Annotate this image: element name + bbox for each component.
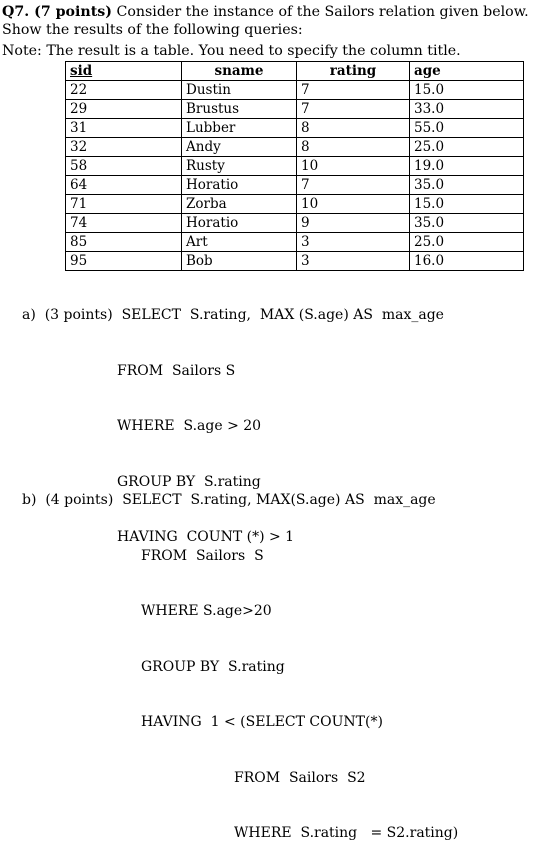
table-cell-age: 19.0 <box>410 157 524 176</box>
table-cell-sname: Dustin <box>182 81 297 100</box>
table-row <box>66 214 524 233</box>
table-row <box>66 252 524 271</box>
header-rating: rating <box>297 62 410 81</box>
part-b-line: FROM Sailors S <box>141 547 264 564</box>
part-b <box>22 454 458 861</box>
table-header-row <box>66 62 524 81</box>
table-row <box>66 195 524 214</box>
table-row <box>66 119 524 138</box>
part-b-line: WHERE S.age>20 <box>141 603 272 619</box>
table-cell-age: 25.0 <box>410 138 524 157</box>
table-cell-sname: Horatio <box>182 176 297 195</box>
part-b-line: FROM Sailors S2 <box>234 769 366 786</box>
table-cell-sid: 22 <box>66 81 182 100</box>
part-a-line: HAVING COUNT (*) > 1 <box>117 529 295 545</box>
question-text <box>2 3 548 39</box>
table-cell-sid: 95 <box>66 252 182 271</box>
table-cell-sname: Zorba <box>182 195 297 214</box>
table-cell-sid: 29 <box>66 100 182 119</box>
question-body: Consider the instance of the Sailors relation given below. Show the results of the following queries: <box>2 4 529 38</box>
table-row <box>66 233 524 252</box>
table-cell-sname: Lubber <box>182 119 297 138</box>
table-cell-sid: 58 <box>66 157 182 176</box>
table-cell-sname: Andy <box>182 138 297 157</box>
table-cell-age: 35.0 <box>410 214 524 233</box>
table-cell-sname: Bob <box>182 252 297 271</box>
table-cell-sid: 32 <box>66 138 182 157</box>
table-cell-age: 55.0 <box>410 119 524 138</box>
part-a-line: WHERE S.age > 20 <box>117 418 262 434</box>
table-cell-sid: 31 <box>66 119 182 138</box>
table-row <box>66 157 524 176</box>
table-cell-rating: 3 <box>297 233 410 252</box>
table-cell-rating: 8 <box>297 138 410 157</box>
table-cell-rating: 10 <box>297 157 410 176</box>
table-cell-rating: 9 <box>297 214 410 233</box>
part-b-line: GROUP BY S.rating <box>141 658 285 675</box>
table-cell-sname: Brustus <box>182 100 297 119</box>
question-label: Q7. (7 points) <box>2 4 112 20</box>
table-cell-sid: 74 <box>66 214 182 233</box>
table-cell-rating: 10 <box>297 195 410 214</box>
table-cell-age: 16.0 <box>410 252 524 271</box>
table-cell-sname: Horatio <box>182 214 297 233</box>
table-cell-age: 15.0 <box>410 81 524 100</box>
table-cell-age: 33.0 <box>410 100 524 119</box>
header-sname: sname <box>182 62 297 81</box>
header-sid: sid <box>66 62 182 81</box>
table-cell-age: 15.0 <box>410 195 524 214</box>
table-cell-sid: 85 <box>66 233 182 252</box>
part-a-line: GROUP BY S.rating <box>117 473 261 490</box>
table-cell-sname: Rusty <box>182 157 297 176</box>
table-cell-age: 35.0 <box>410 176 524 195</box>
table-row <box>66 100 524 119</box>
table-cell-rating: 7 <box>297 176 410 195</box>
table-cell-sid: 64 <box>66 176 182 195</box>
part-a-line: FROM Sailors S <box>117 362 236 379</box>
part-b-line: WHERE S.rating = S2.rating) <box>234 825 459 841</box>
table-cell-rating: 7 <box>297 81 410 100</box>
header-age: age <box>410 62 524 81</box>
table-cell-rating: 7 <box>297 100 410 119</box>
table-cell-rating: 8 <box>297 119 410 138</box>
note-text: Note: The result is a table. You need to specify the column title. <box>2 43 461 59</box>
table-cell-rating: 3 <box>297 252 410 271</box>
part-a-line: a) (3 points) SELECT S.rating, MAX (S.age) AS max_age <box>22 307 444 323</box>
table-cell-age: 25.0 <box>410 233 524 252</box>
table-cell-sid: 71 <box>66 195 182 214</box>
part-b-line: b) (4 points) SELECT S.rating, MAX(S.age) AS max_age <box>22 492 436 508</box>
table-row <box>66 81 524 100</box>
sailors-table <box>65 61 524 271</box>
part-b-line: HAVING 1 < (SELECT COUNT(*) <box>141 714 383 730</box>
table-row <box>66 138 524 157</box>
table-row <box>66 176 524 195</box>
table-cell-sname: Art <box>182 233 297 252</box>
